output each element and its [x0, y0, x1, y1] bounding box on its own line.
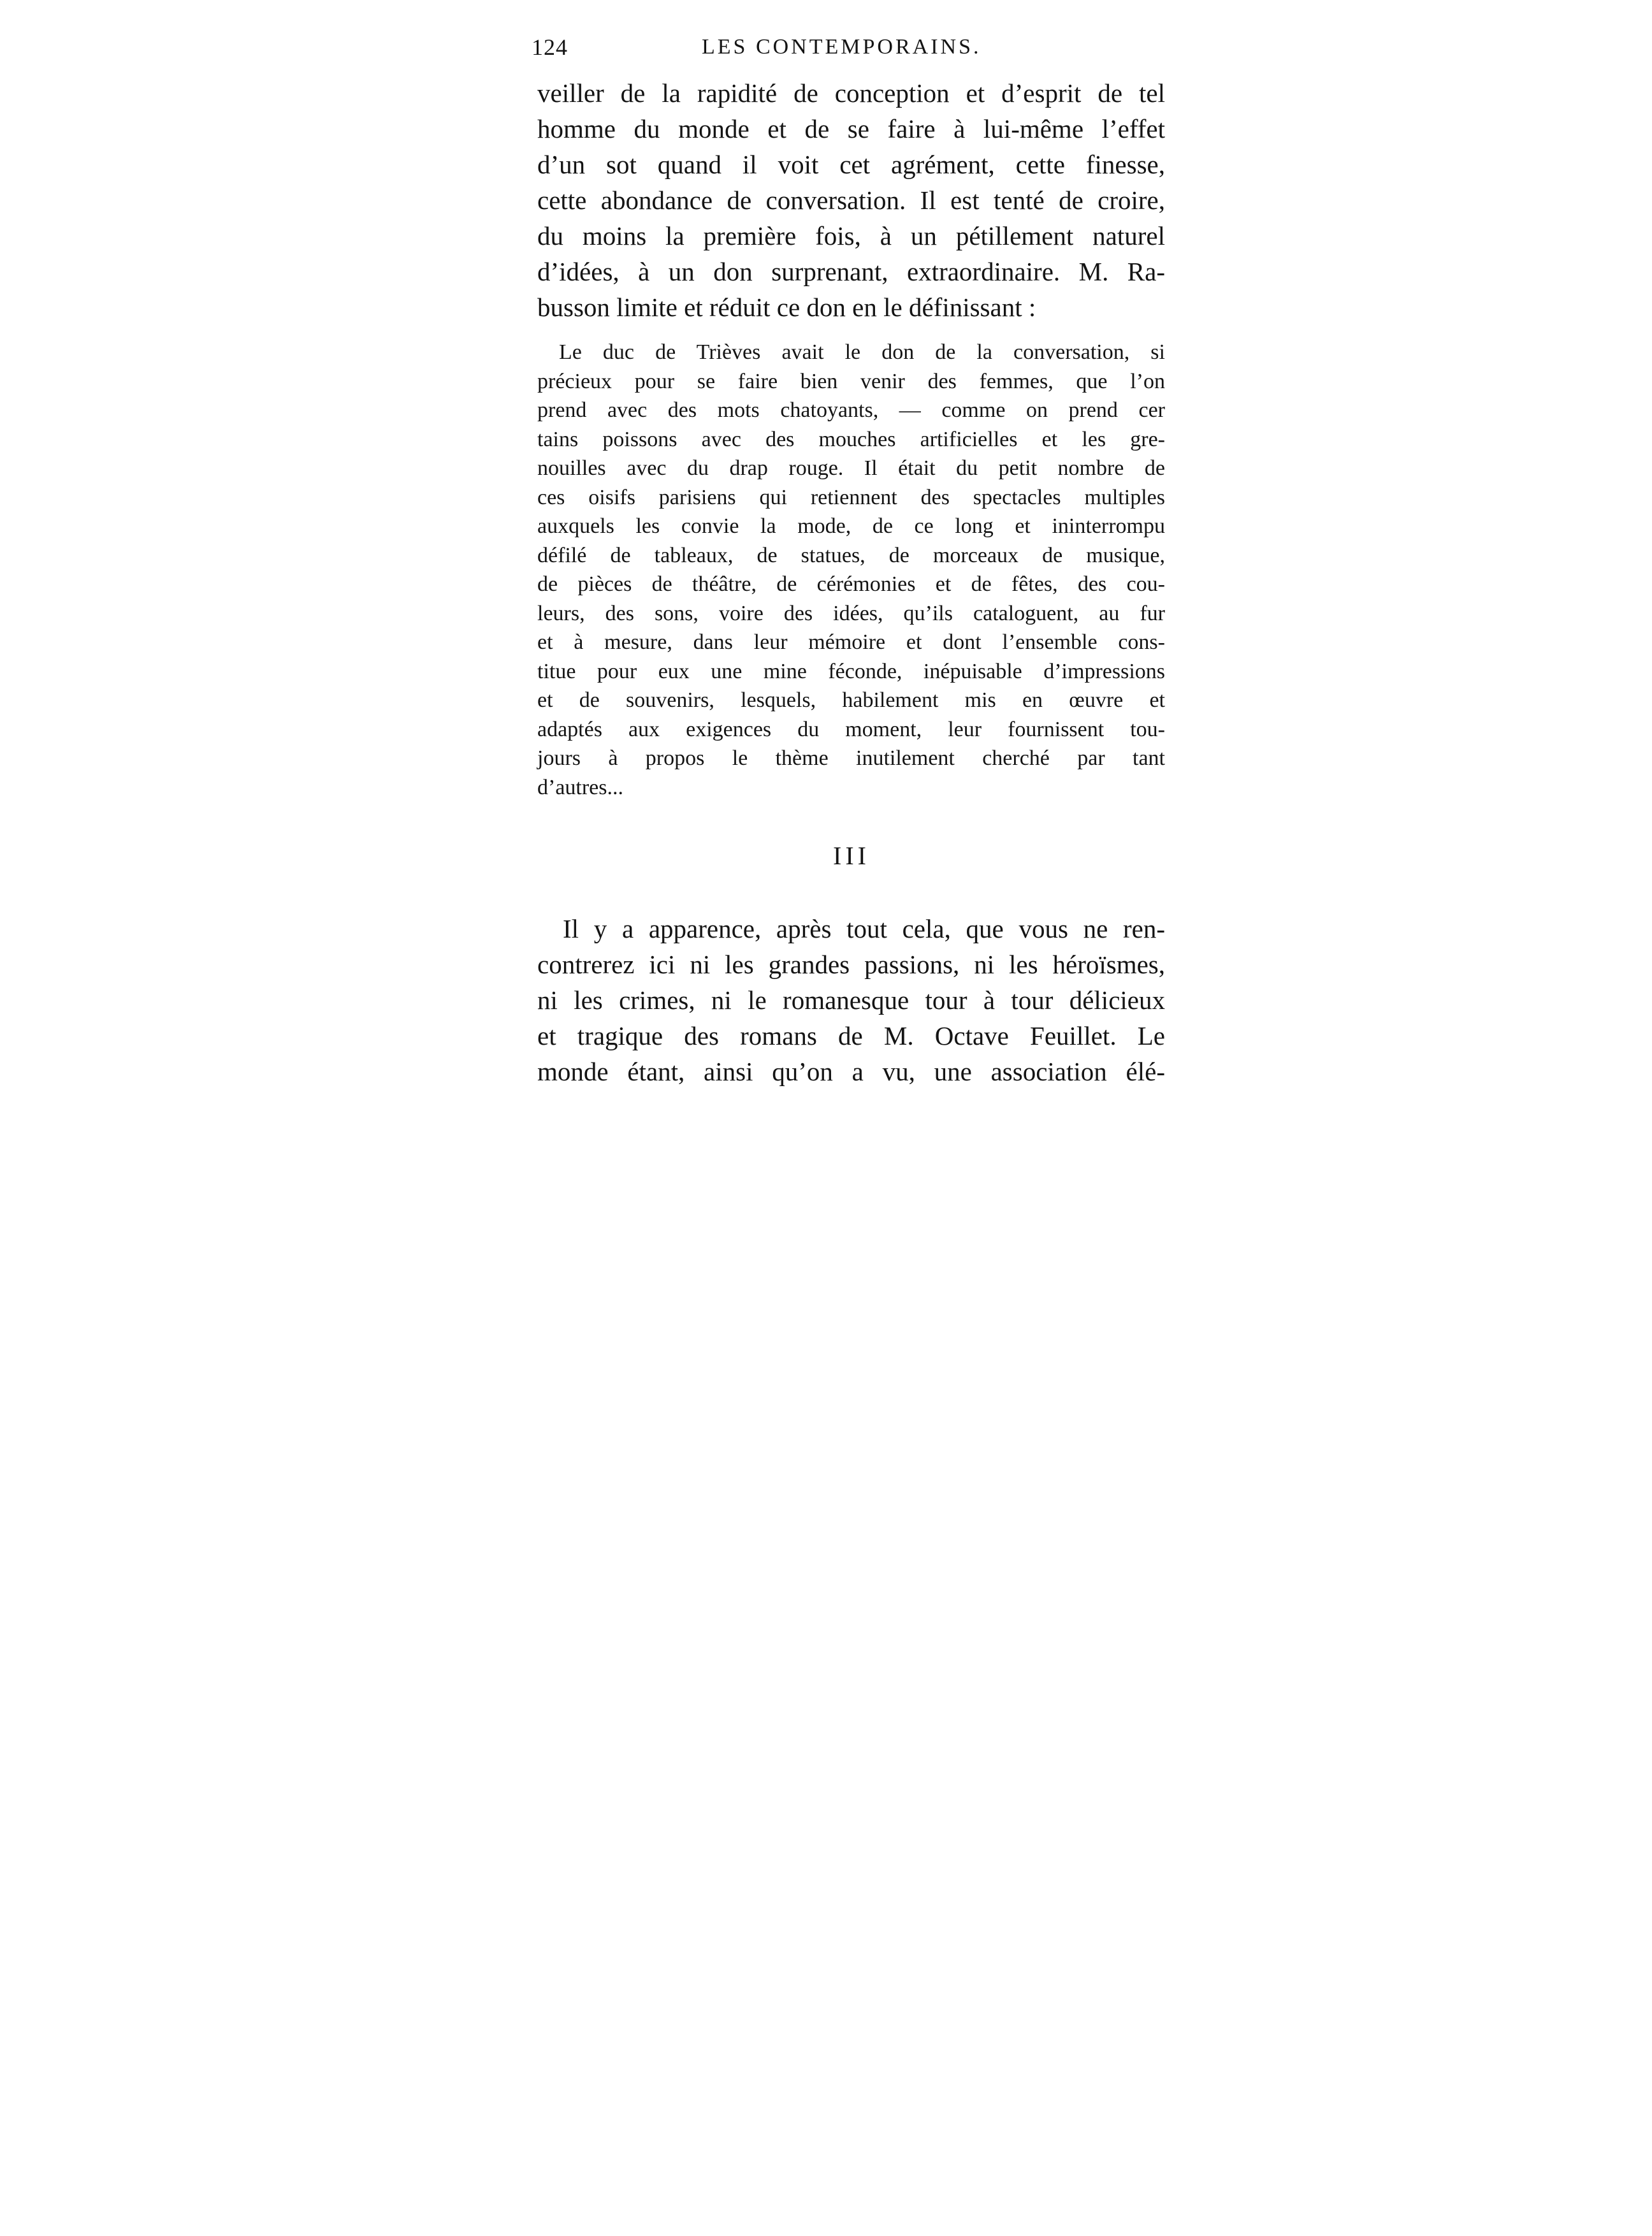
text-line: contrerez ici ni les grandes passions, ni les héroïsmes, [537, 950, 1165, 979]
quote-line: et de souvenirs, lesquels, habilement mis en œuvre et [537, 688, 1165, 712]
block-quote [537, 338, 1165, 802]
text-line: cette abondance de conversation. Il est tenté de croire, [537, 185, 1165, 215]
quote-line: de pièces de théâtre, de cérémonies et de fêtes, des cou- [537, 572, 1165, 596]
quote-line: précieux pour se faire bien venir des femmes, que l’on [537, 369, 1165, 393]
text-line: Il y a apparence, après tout cela, que vous ne ren- [563, 914, 1165, 943]
text-line: d’idées, à un don surprenant, extraordinaire. M. Ra- [537, 257, 1165, 286]
quote-line: nouilles avec du drap rouge. Il était du petit nombre de [537, 456, 1165, 480]
text-line: d’un sot quand il voit cet agrément, cette finesse, [537, 150, 1165, 179]
quote-line: défilé de tableaux, de statues, de morceaux de musique, [537, 543, 1165, 567]
text-line: et tragique des romans de M. Octave Feuillet. Le [537, 1021, 1165, 1050]
quote-line: prend avec des mots chatoyants, — comme on prend cer [537, 398, 1165, 422]
quote-line: titue pour eux une mine féconde, inépuisable d’impressions [537, 659, 1165, 683]
text-line: homme du monde et de se faire à lui-même l’effet [537, 114, 1165, 143]
quote-line: tains poissons avec des mouches artificielles et les gre- [537, 427, 1165, 451]
section-heading: III [833, 841, 870, 870]
text-line: busson limite et réduit ce don en le définissant : [537, 293, 1036, 322]
quote-line: adaptés aux exigences du moment, leur fournissent tou- [537, 717, 1165, 741]
quote-line: d’autres... [537, 775, 624, 799]
quote-line: auxquels les convie la mode, de ce long et ininterrompu [537, 514, 1165, 538]
text-line: du moins la première fois, à un pétillement naturel [537, 221, 1165, 250]
quote-line: leurs, des sons, voire des idées, qu’ils cataloguent, au fur [537, 601, 1165, 625]
running-title: LES CONTEMPORAINS. [702, 35, 982, 59]
quote-line: et à mesure, dans leur mémoire et dont l’ensemble cons- [537, 630, 1165, 654]
quote-line: jours à propos le thème inutilement cherché par tant [537, 746, 1165, 770]
quote-line: ces oisifs parisiens qui retiennent des spectacles multiples [537, 485, 1165, 509]
paragraph-2 [537, 911, 1165, 1089]
text-line: veiller de la rapidité de conception et d’esprit de tel [537, 78, 1165, 108]
text-line: monde étant, ainsi qu’on a vu, une association élé- [537, 1057, 1165, 1086]
text-line: ni les crimes, ni le romanesque tour à tour délicieux [537, 985, 1165, 1015]
paragraph-1 [537, 75, 1165, 325]
page-number: 124 [532, 34, 568, 60]
quote-line: Le duc de Trièves avait le don de la conversation, si [559, 340, 1165, 364]
